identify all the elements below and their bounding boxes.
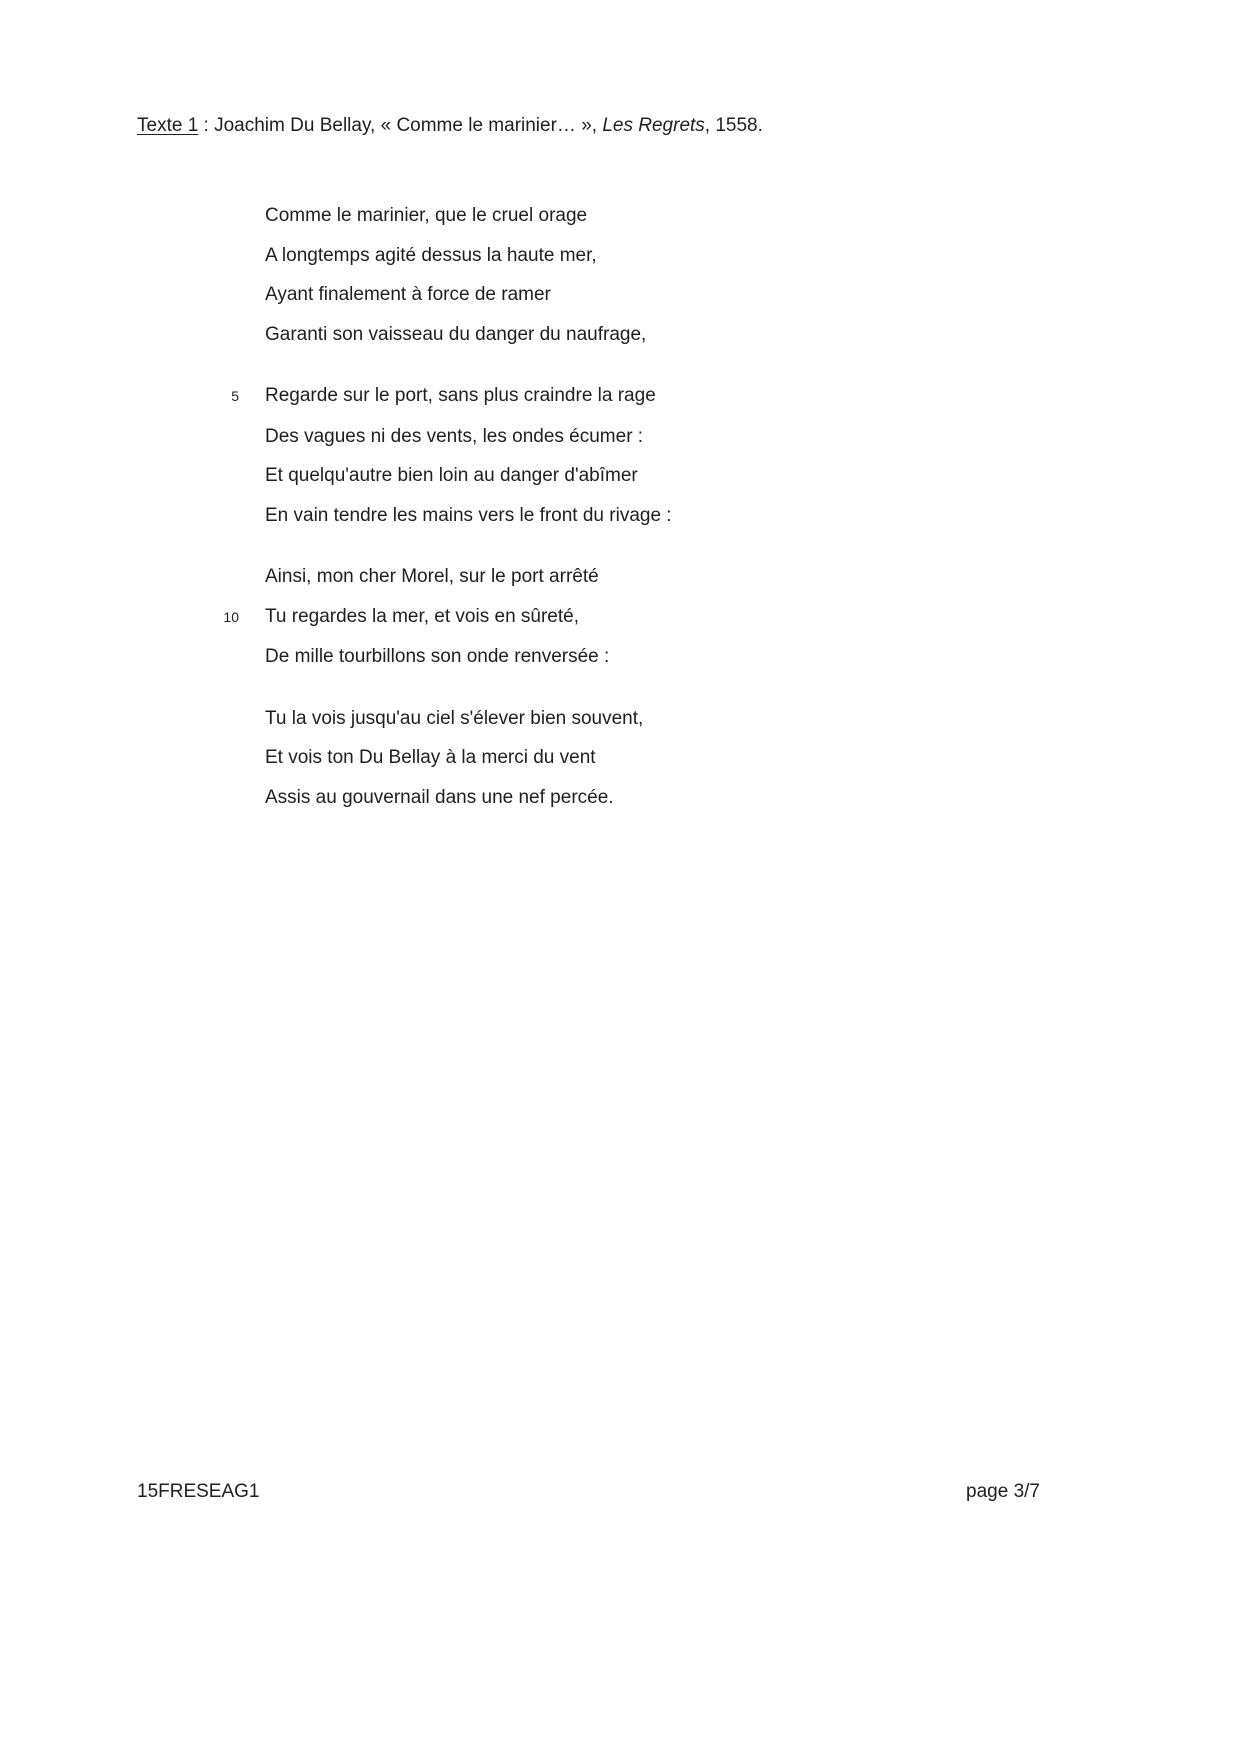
poem-line-text: Regarde sur le port, sans plus craindre la rage [265,385,656,406]
poem-line-text: Ayant finalement à force de ramer [265,284,551,305]
stanza-1 [137,196,672,354]
work-title: Les Regrets [602,115,705,136]
poem-line [137,417,672,457]
heading-separator: : [198,115,215,136]
poem-line-text: Et vois ton Du Bellay à la merci du vent [265,747,596,768]
stanza-3 [137,557,672,677]
poem-line-text: Tu regardes la mer, et vois en sûreté, [265,605,580,627]
line-number: 5 [231,388,239,404]
poem-line-text: En vain tendre les mains vers le front du rivage : [265,504,672,526]
poem-line-text: A longtemps agité dessus la haute mer, [265,244,597,266]
poem-line [137,597,672,638]
publication-year: , 1558. [704,115,763,136]
poem-line-text: De mille tourbillons son onde renversée : [265,646,610,667]
poem-line [137,196,672,236]
poem-line-text: Tu la vois jusqu'au ciel s'élever bien souvent, [265,707,644,729]
line-number: 10 [223,608,239,625]
poem-line [137,637,672,677]
document-reference: 15FRESEAG1 [137,1481,260,1502]
poem-line [137,738,672,778]
poem-line-text: Garanti son vaisseau du danger du naufrage, [265,323,647,345]
poem-line-text: Et quelqu'autre bien loin au danger d'abîmer [265,465,638,486]
poem-line [137,275,672,315]
text-heading [137,112,763,140]
poem [137,196,672,839]
stanza-4 [137,699,672,818]
poem-line [137,236,672,276]
poem-line-text: Assis au gouvernail dans une nef percée. [265,786,614,808]
author-and-title: Joachim Du Bellay, « Comme le marinier… », [214,115,603,136]
poem-line [137,496,672,536]
poem-line-text: Comme le marinier, que le cruel orage [265,205,588,226]
page-number: page 3/7 [966,1481,1040,1502]
poem-line [137,456,672,496]
poem-line [137,315,672,355]
poem-line [137,699,672,739]
poem-line [137,376,672,417]
poem-line-text: Ainsi, mon cher Morel, sur le port arrêté [265,566,599,587]
page-footer [137,1481,1040,1503]
poem-line [137,778,672,818]
texte-label: Texte 1 [137,115,199,136]
poem-line-text: Des vagues ni des vents, les ondes écumer : [265,425,644,447]
poem-line [137,557,672,597]
stanza-2 [137,376,672,535]
